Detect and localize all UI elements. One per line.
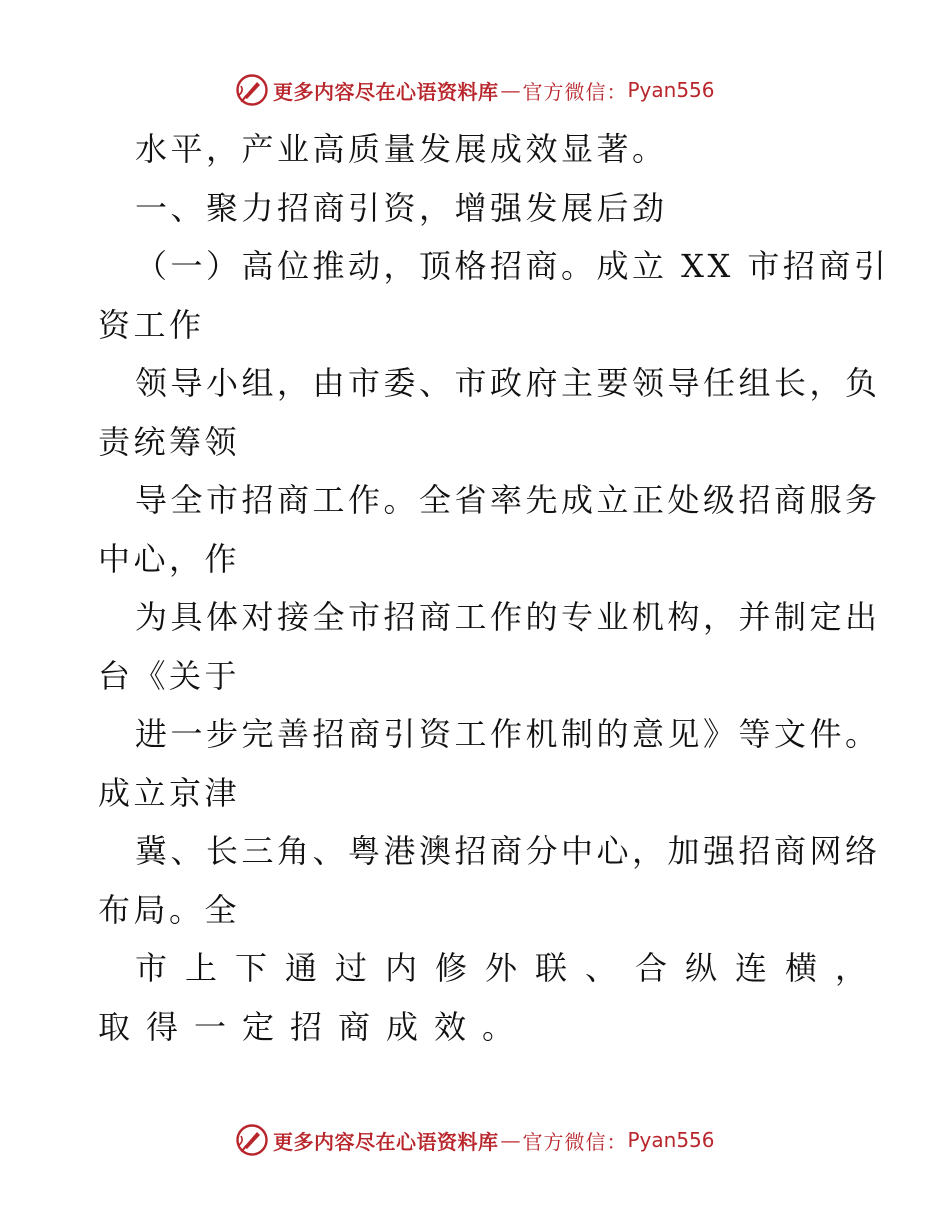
watermark-dash: — (500, 78, 521, 102)
footer-watermark (235, 1122, 715, 1158)
paragraph-line: 领导小组，由市委、市政府主要领导任组长，负 (135, 364, 881, 402)
watermark-wechat-id: Pyan556 (627, 78, 715, 102)
watermark-brand: 更多内容尽在心语资料库 (273, 1129, 499, 1154)
watermark-label: 官方微信： (522, 1129, 628, 1154)
paragraph-line: 布局。全 (98, 890, 241, 929)
document-body (98, 120, 890, 1056)
paragraph-line: 水平，产业高质量发展成效显著。 (135, 130, 668, 168)
section-heading: 一、聚力招商引资，增强发展后劲 (135, 188, 668, 227)
quill-logo-icon (235, 1123, 269, 1157)
paragraph-line: 台《关于 (98, 656, 241, 695)
paragraph-line: 中心，作 (98, 539, 241, 578)
watermark-wechat-id: Pyan556 (627, 1128, 715, 1152)
paragraph-line: 冀、长三角、粤港澳招商分中心，加强招商网络 (135, 832, 881, 870)
paragraph-line: （一）高位推动，顶格招商。成立 XX 市招商引 (135, 247, 890, 285)
paragraph-line: 市上下通过内修外联、合纵连横， (135, 949, 886, 987)
watermark-brand: 更多内容尽在心语资料库 (273, 79, 499, 104)
header-watermark (235, 72, 715, 108)
paragraph-line: 责统筹领 (98, 422, 241, 461)
paragraph-line: 导全市招商工作。全省率先成立正处级招商服务 (135, 481, 881, 519)
paragraph-line: 成立京津 (98, 773, 241, 812)
paragraph-line: 取得一定招商成效。 (98, 1007, 531, 1046)
watermark-dash: — (500, 1128, 521, 1152)
paragraph-line: 资工作 (98, 305, 205, 344)
watermark-label: 官方微信： (522, 79, 628, 104)
paragraph-line: 为具体对接全市招商工作的专业机构，并制定出 (135, 598, 881, 636)
quill-logo-icon (235, 73, 269, 107)
paragraph-line: 进一步完善招商引资工作机制的意见》等文件。 (135, 715, 881, 753)
